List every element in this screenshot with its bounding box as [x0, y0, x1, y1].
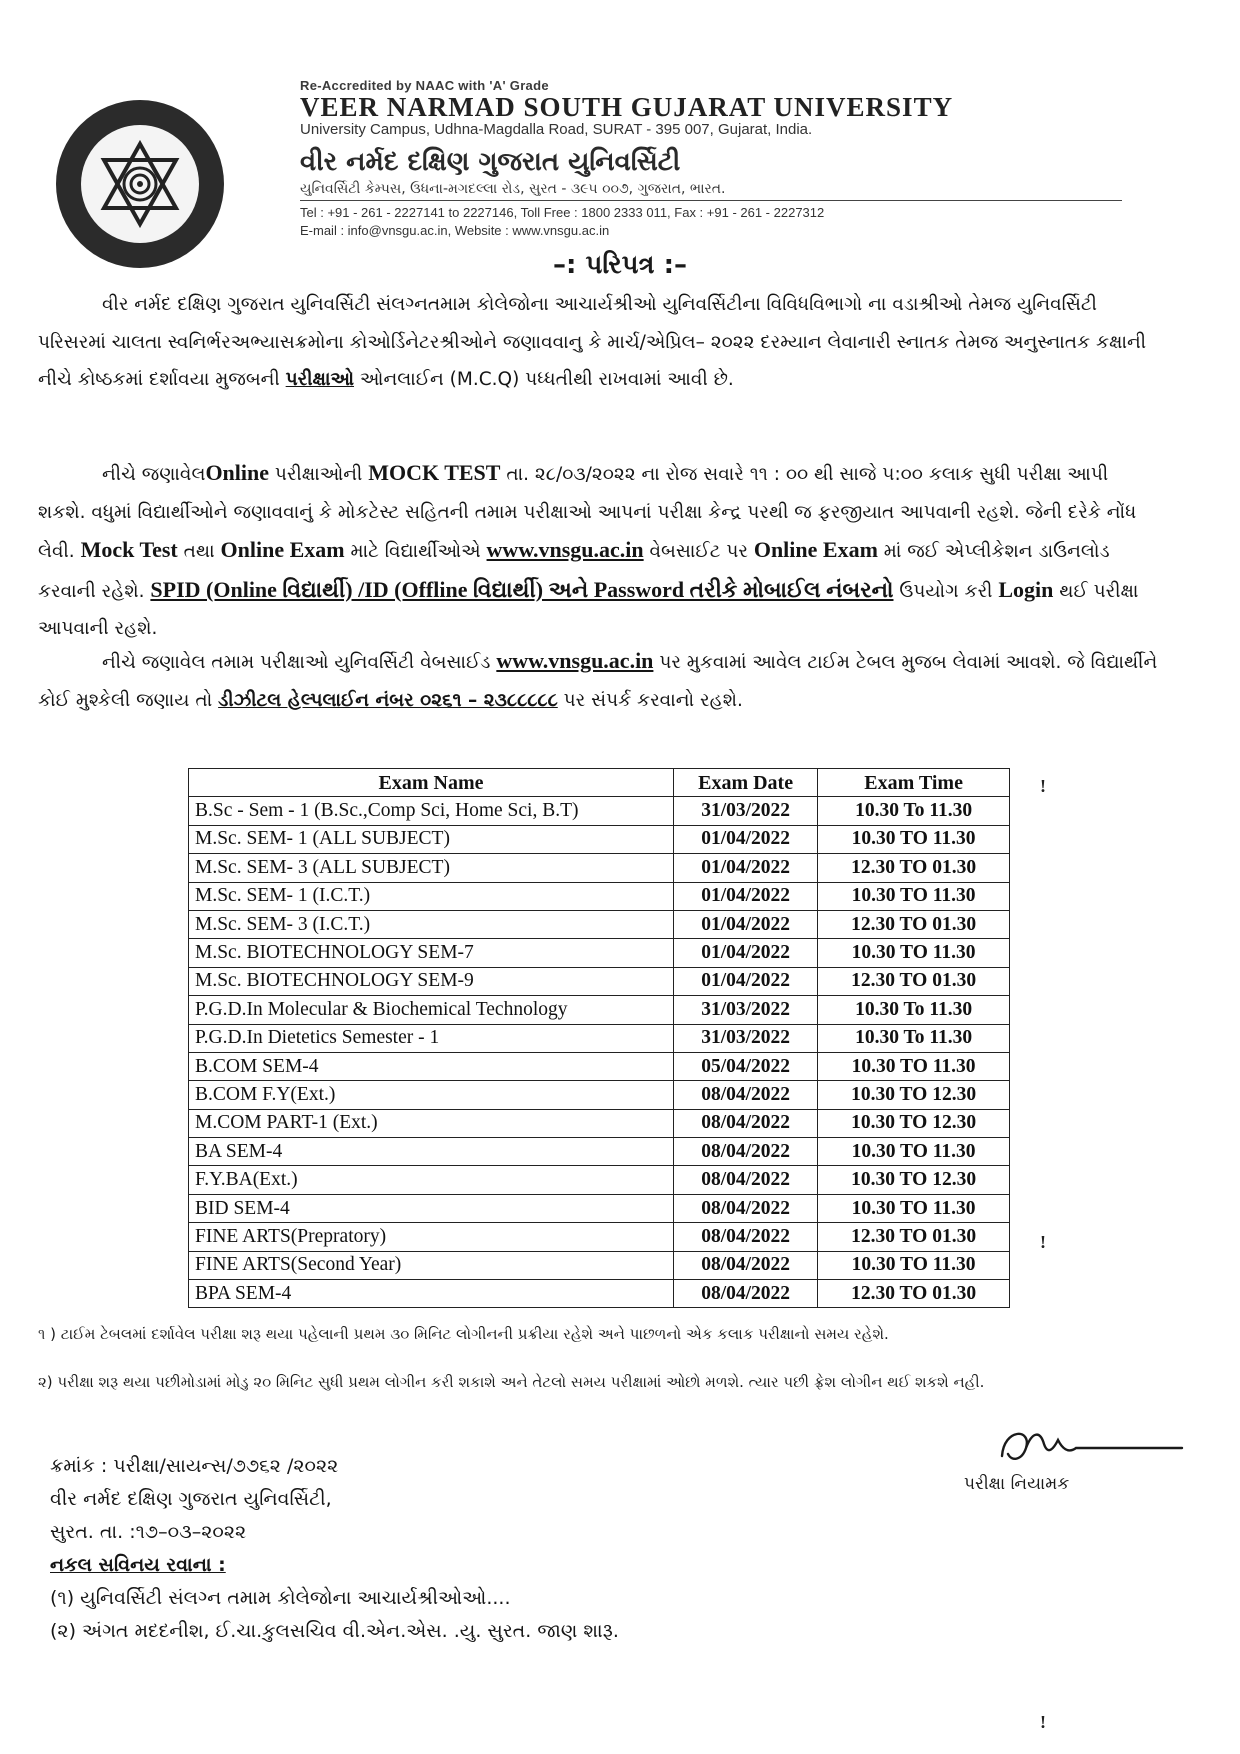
exam-date-cell: 01/04/2022: [674, 882, 818, 910]
university-logo: [56, 100, 224, 268]
table-row: [189, 1280, 1010, 1308]
website-link-2[interactable]: www.vnsgu.ac.in: [496, 648, 654, 673]
exam-date-cell: 05/04/2022: [674, 1052, 818, 1080]
reference-number: ક્રમાંક : પરીક્ષા/સાયન્સ/૭૭૬૨ /૨૦૨૨: [50, 1455, 339, 1477]
exam-name-cell: M.Sc. SEM- 3 (ALL SUBJECT): [189, 854, 674, 882]
exam-time-cell: 10.30 TO 11.30: [818, 1251, 1010, 1279]
exam-name-cell: FINE ARTS(Prepratory): [189, 1223, 674, 1251]
online-exam-label: Online Exam: [220, 537, 345, 562]
exam-time-cell: 10.30 TO 11.30: [818, 825, 1010, 853]
exam-time-cell: 10.30 To 11.30: [818, 996, 1010, 1024]
table-row: [189, 882, 1010, 910]
scan-mark: !: [1040, 1232, 1046, 1252]
table-row: [189, 967, 1010, 995]
mock-text-7: માં જઈ એપ્લીકેશન ડાઉનલોડ કરવાની રહેશે.: [38, 541, 1110, 602]
copy-to-item: (૨) અંગત મદદનીશ, ઈ.ચા.કુલસચિવ વી.એન.એસ. .યુ. સુરત. જાણ શારૂ.: [50, 1620, 619, 1642]
exam-date-cell: 31/03/2022: [674, 996, 818, 1024]
exam-date-cell: 08/04/2022: [674, 1166, 818, 1194]
mock-text-5: માટે વિદ્યાર્થીઓએ: [350, 541, 481, 562]
signature-mark: [992, 1418, 1192, 1478]
university-name-gu: વીર નર્મદ દક્ષિણ ગુજરાત યુનિવર્સિટી: [300, 147, 681, 177]
exam-name-cell: BPA SEM-4: [189, 1280, 674, 1308]
note-2: ૨) પરીક્ષા શરૂ થયા પછીમોડામાં મોડુ ૨૦ મિનિટ સુધી પ્રથમ લોગીન કરી શકાશે અને તેટલો સમય પરીક્ષામાં ઓછો મળશે. ત્યાર પછી ફ્રેશ લોગીન થઈ શકશે નહી.: [38, 1373, 985, 1391]
copy-to-item: (૧) યુનિવર્સિટી સંલગ્ન તમામ કોલેજોના આચાર્યશ્રીઓઓ....: [50, 1587, 511, 1609]
exam-date-cell: 08/04/2022: [674, 1109, 818, 1137]
letterhead: [300, 78, 1140, 199]
scan-mark: !: [1040, 776, 1046, 796]
contact-info: [300, 204, 1140, 240]
university-name-en: VEER NARMAD SOUTH GUJARAT UNIVERSITY: [300, 92, 954, 122]
exam-name-cell: M.Sc. SEM- 1 (I.C.T.): [189, 882, 674, 910]
exam-time-cell: 10.30 To 11.30: [818, 1024, 1010, 1052]
mock-text-8: ઉપયોગ કરી: [899, 580, 993, 602]
exam-date-cell: 08/04/2022: [674, 1081, 818, 1109]
exam-name-cell: P.G.D.In Molecular & Biochemical Technology: [189, 996, 674, 1024]
exam-date-cell: 08/04/2022: [674, 1138, 818, 1166]
helpline-text-3: પર સંપર્ક કરવાનો રહશે.: [563, 689, 743, 711]
circular-title: –: પરિપત્ર :–: [553, 250, 687, 280]
mock-text-1: નીચે જણાવેલ: [102, 464, 206, 485]
mock-test-label-2: Mock Test: [80, 537, 178, 562]
helpline-text-2: પર મુકવામાં આવેલ ટાઈમ ટેબલ મુજબ લેવામાં આવશે. જે વિદ્યાર્થીને કોઈ મુશ્કેલી જણાય તો: [38, 652, 1158, 711]
table-row: [189, 1166, 1010, 1194]
exam-name-cell: BA SEM-4: [189, 1138, 674, 1166]
login-label: Login: [998, 576, 1054, 602]
copy-to-label: નકલ સવિનય રવાના :: [50, 1554, 226, 1576]
online-label: Online: [205, 460, 270, 485]
table-row: [189, 1194, 1010, 1222]
signatory-title: પરીક્ષા નિયામક: [964, 1474, 1070, 1494]
contact-email: E-mail : info@vnsgu.ac.in, Website : www.vnsgu.ac.in: [300, 223, 610, 238]
table-row: [189, 797, 1010, 825]
exam-name-cell: M.Sc. SEM- 3 (I.C.T.): [189, 910, 674, 938]
address-gu: યુનિવર્સિટી કેમ્પસ, ઉધના-મગદલ્લા રોડ, સુરત - ૩૯૫ ૦૦૭, ગુજરાત, ભારત.: [300, 181, 726, 197]
table-row: [189, 825, 1010, 853]
exams-word: પરીક્ષાઓ: [285, 369, 355, 390]
exam-time-cell: 12.30 TO 01.30: [818, 910, 1010, 938]
exam-time-cell: 12.30 TO 01.30: [818, 967, 1010, 995]
header-exam-time: Exam Time: [818, 769, 1010, 797]
address-en: University Campus, Udhna-Magdalla Road, SURAT - 395 007, Gujarat, India.: [300, 121, 813, 138]
exam-time-cell: 12.30 TO 01.30: [818, 854, 1010, 882]
mock-text-4: તથા: [183, 541, 215, 562]
digital-helpline-number: ડીઝીટલ હેલ્પલાઈન નંબર ૦૨૬૧ – ૨૩૮૮૮૮૮: [218, 689, 558, 711]
exam-date-cell: 01/04/2022: [674, 910, 818, 938]
mock-text-6: વેબસાઈટ પર: [649, 541, 748, 562]
exam-time-cell: 12.30 TO 01.30: [818, 1280, 1010, 1308]
table-row: [189, 1081, 1010, 1109]
mock-test-label: MOCK TEST: [368, 460, 501, 485]
university-seal-icon: [81, 125, 199, 243]
table-row: [189, 1052, 1010, 1080]
table-header-row: [189, 769, 1010, 797]
exam-time-cell: 10.30 TO 11.30: [818, 939, 1010, 967]
exam-name-cell: F.Y.BA(Ext.): [189, 1166, 674, 1194]
accreditation-text: Re-Accredited by NAAC with 'A' Grade: [300, 78, 549, 93]
scan-mark: !: [1040, 1712, 1046, 1732]
exam-date-cell: 01/04/2022: [674, 939, 818, 967]
exam-name-cell: P.G.D.In Dietetics Semester - 1: [189, 1024, 674, 1052]
exam-name-cell: BID SEM-4: [189, 1194, 674, 1222]
exam-date-cell: 31/03/2022: [674, 1024, 818, 1052]
note-1: ૧ ) ટાઈમ ટેબલમાં દર્શાવેલ પરીક્ષા શરૂ થયા પહેલાની પ્રથમ ૩૦ મિનિટ લોગીનની પ્રક્રીયા રહેશે અને પાછળનો એક કલાક પરીક્ષાનો સમય રહેશે.: [38, 1325, 889, 1343]
intro-text-end: ઓનલાઈન (M.C.Q) પધ્ધતીથી રાખવામાં આવી છે.: [359, 369, 734, 390]
table-row: [189, 1223, 1010, 1251]
table-row: [189, 996, 1010, 1024]
table-row: [189, 939, 1010, 967]
table-row: [189, 1109, 1010, 1137]
table-row: [189, 910, 1010, 938]
table-row: [189, 1024, 1010, 1052]
exam-name-cell: M.Sc. SEM- 1 (ALL SUBJECT): [189, 825, 674, 853]
mock-test-paragraph: [38, 454, 1158, 648]
exam-time-cell: 10.30 TO 12.30: [818, 1166, 1010, 1194]
exam-timetable: [188, 768, 1010, 1308]
intro-text: વીર નર્મદ દક્ષિણ ગુજરાત યુનિવર્સિટી સંલગ્નતમામ કોલેજોના આચાર્યશ્રીઓ યુનિવર્સિટીના વિવિધવિભાગો ના વડાશ્રીઓ તેમજ યુનિવર્સિટી પરિસરમાં ચાલતા સ્વનિર્ભરઅભ્યાસક્રમોના કોઓર્ડિનેટરશ્રીઓને જણાવવાનુ કે માર્ચ/એપ્રિલ– ૨૦૨૨ દરમ્યાન લેવાનારી સ્નાતક તેમજ અનુસ્નાતક કક્ષાની નીચે કોષ્ઠકમાં દર્શાવયા મુજબની: [38, 294, 1147, 390]
letterhead-divider: [300, 200, 1122, 201]
exam-name-cell: B.Sc - Sem - 1 (B.Sc.,Comp Sci, Home Sci, B.T): [189, 797, 674, 825]
exam-time-cell: 10.30 To 11.30: [818, 797, 1010, 825]
exam-name-cell: B.COM SEM-4: [189, 1052, 674, 1080]
exam-name-cell: B.COM F.Y(Ext.): [189, 1081, 674, 1109]
exam-time-cell: 10.30 TO 11.30: [818, 1138, 1010, 1166]
table-row: [189, 1251, 1010, 1279]
spid-instruction: SPID (Online વિદ્યાર્થી) /ID (Offline વિદ્યાર્થી) અને Password તરીકે મોબાઈલ નંબરનો: [150, 576, 894, 602]
exam-date-cell: 08/04/2022: [674, 1251, 818, 1279]
table-row: [189, 854, 1010, 882]
exam-date-cell: 08/04/2022: [674, 1280, 818, 1308]
table-row: [189, 1138, 1010, 1166]
exam-date-cell: 08/04/2022: [674, 1223, 818, 1251]
mock-text-3: તા. ૨૮/૦૩/૨૦૨૨ ના રોજ સવારે ૧૧ : ૦૦ થી સાજે ૫:૦૦ કલાક સુધી પરીક્ષા આપી શકશે. વધુમાં વિદ્યાર્થીઓને જણાવવાનું કે મોકટેસ્ટ સહિતની તમામ પરીક્ષાઓ આપનાં પરીક્ષા કેન્દ્ર પરથી જ ફરજીયાત આપવાની રહશે. જેની દરેકે નોંધ લેવી.: [38, 464, 1137, 562]
exam-name-cell: FINE ARTS(Second Year): [189, 1251, 674, 1279]
issue-date: સુરત. તા. :૧૭–૦૩–૨૦૨૨: [50, 1521, 247, 1543]
exam-date-cell: 01/04/2022: [674, 854, 818, 882]
exam-time-cell: 10.30 TO 12.30: [818, 1109, 1010, 1137]
header-exam-name: Exam Name: [189, 769, 674, 797]
website-link[interactable]: www.vnsgu.ac.in: [486, 537, 644, 562]
exam-time-cell: 10.30 TO 11.30: [818, 882, 1010, 910]
exam-time-cell: 12.30 TO 01.30: [818, 1223, 1010, 1251]
reference-block: [50, 1450, 950, 1648]
exam-date-cell: 01/04/2022: [674, 967, 818, 995]
exam-time-cell: 10.30 TO 12.30: [818, 1081, 1010, 1109]
exam-date-cell: 08/04/2022: [674, 1194, 818, 1222]
contact-phone: Tel : +91 - 261 - 2227141 to 2227146, Toll Free : 1800 2333 011, Fax : +91 - 261 - 2227312: [300, 205, 825, 220]
exam-name-cell: M.Sc. BIOTECHNOLOGY SEM-7: [189, 939, 674, 967]
mock-text-2: પરીક્ષાઓની: [274, 464, 363, 485]
exam-date-cell: 01/04/2022: [674, 825, 818, 853]
issuing-organisation: વીર નર્મદ દક્ષિણ ગુજરાત યુનિવર્સિટી,: [50, 1488, 332, 1510]
exam-name-cell: M.COM PART-1 (Ext.): [189, 1109, 674, 1137]
online-exam-label-2: Online Exam: [753, 537, 878, 562]
mock-text-9: થઈ પરીક્ષા આપવાની રહશે.: [38, 580, 1139, 639]
exam-date-cell: 31/03/2022: [674, 797, 818, 825]
exam-time-cell: 10.30 TO 11.30: [818, 1052, 1010, 1080]
header-exam-date: Exam Date: [674, 769, 818, 797]
exam-name-cell: M.Sc. BIOTECHNOLOGY SEM-9: [189, 967, 674, 995]
intro-paragraph: [38, 286, 1158, 399]
helpline-text-1: નીચે જણાવેલ તમામ પરીક્ષાઓ યુનિવર્સિટી વેબસાઈડ: [102, 652, 491, 673]
helpline-paragraph: [38, 642, 1158, 719]
exam-time-cell: 10.30 TO 11.30: [818, 1194, 1010, 1222]
